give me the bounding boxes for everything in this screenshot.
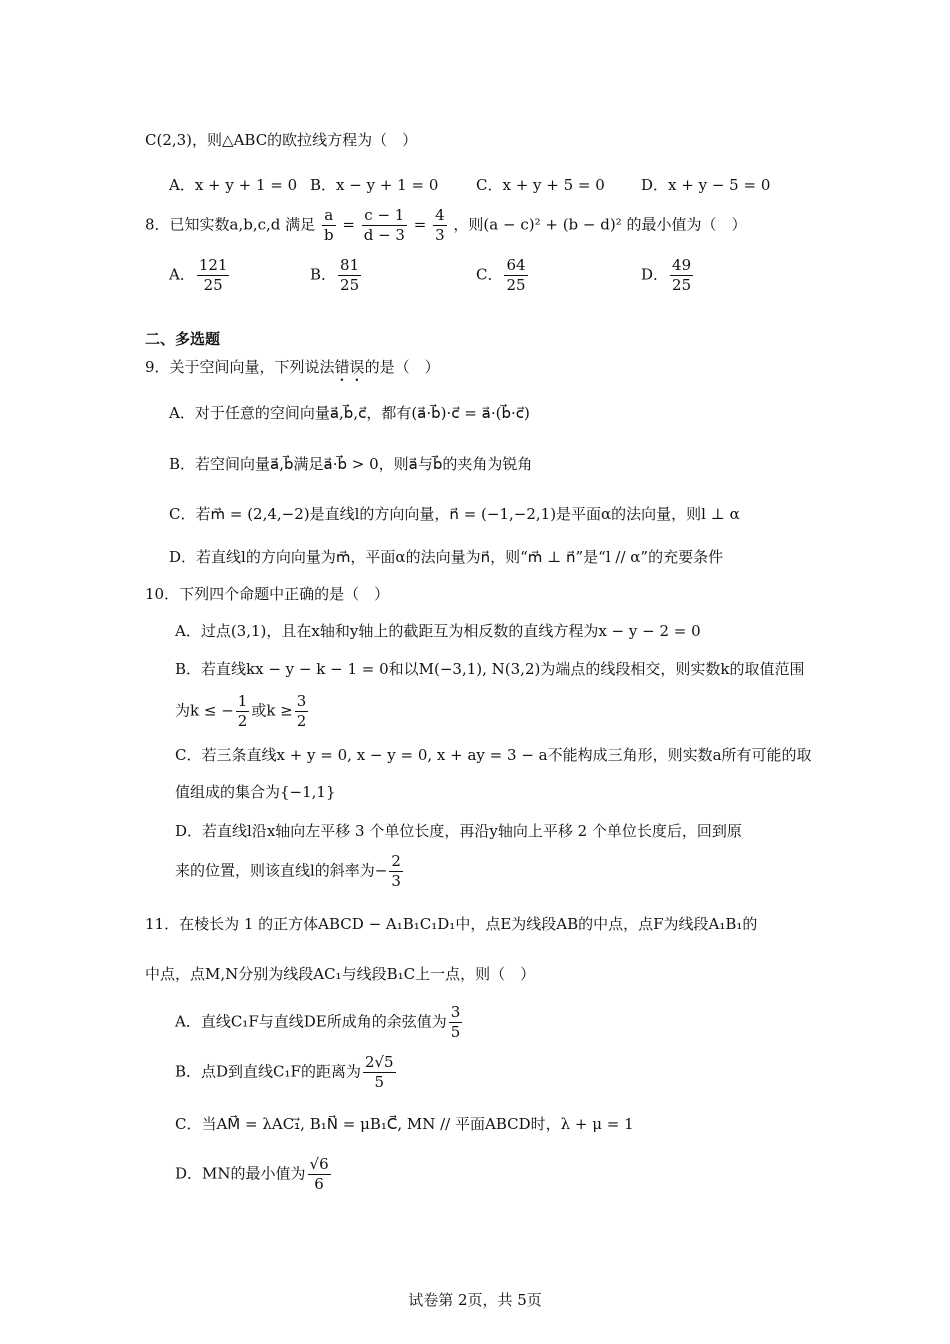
q11-option-a — [175, 1003, 464, 1042]
fraction-numerator: 3 — [450, 1003, 461, 1021]
fraction-numerator: 81 — [340, 256, 360, 274]
fraction-numerator: 2√5 — [364, 1053, 394, 1071]
q11-option-b — [175, 1053, 398, 1092]
q10-option-c-line2: 值组成的集合为{−1,1} — [175, 783, 336, 801]
q10-option-d-line2 — [175, 852, 405, 891]
q11-option-d — [175, 1155, 333, 1194]
fraction-numerator: a — [322, 206, 336, 226]
fraction-numerator: 64 — [506, 256, 526, 274]
q9-emphasis-text: 错误 — [334, 358, 365, 376]
option-fraction — [197, 256, 230, 295]
q10-option-b-line2 — [175, 692, 310, 731]
option-text: B．点D到直线C₁F的距离为 — [175, 1062, 361, 1081]
page-footer: 试卷第 2页，共 5页 — [408, 1291, 542, 1309]
fraction-denominator: 5 — [374, 1072, 385, 1091]
q9-option-d: D．若直线l的方向向量为m⃗，平面α的法向量为n⃗，则“m⃗ ⊥ n⃗”是“l // α”的充要条件 — [169, 548, 724, 566]
q8-option-c — [476, 256, 530, 295]
option-fraction — [504, 256, 527, 295]
option-fraction — [338, 256, 361, 295]
fraction-denominator: 2 — [237, 711, 248, 730]
section-heading-multiple-choice: 二、多选题 — [145, 330, 221, 348]
fraction-denominator: d − 3 — [363, 225, 405, 244]
q8-fraction-4-3 — [433, 206, 447, 245]
q8-option-b — [310, 256, 363, 295]
q11-stem-line2: 中点，点M,N分别为线段AC₁与线段B₁C上一点，则（ ） — [145, 965, 536, 983]
fraction-two-root-five-over-five — [363, 1053, 396, 1092]
q10-stem: 10．下列四个命题中正确的是（ ） — [145, 585, 390, 603]
fraction-numerator: 49 — [672, 256, 692, 274]
fraction-denominator: b — [323, 225, 334, 244]
q8-fraction-a-b — [322, 206, 336, 245]
q9-stem-post: 的是（ ） — [364, 358, 440, 376]
range-text-pre: 为k ≤ − — [175, 701, 234, 720]
option-label: C． — [476, 265, 503, 284]
q8-fraction-c-d — [362, 206, 407, 245]
option-label: A． — [169, 265, 195, 284]
q9-option-a: A．对于任意的空间向量a⃗,b⃗,c⃗，都有(a⃗·b⃗)·c⃗ = a⃗·(b⃗·c⃗) — [169, 404, 530, 422]
fraction-denominator: 25 — [203, 275, 223, 294]
q8-option-d — [641, 256, 695, 295]
q9-option-b: B．若空间向量a⃗,b⃗满足a⃗·b⃗ > 0，则a⃗与b⃗的夹角为锐角 — [169, 455, 533, 473]
fraction-denominator: 3 — [391, 871, 401, 890]
option-label: D． — [641, 265, 669, 284]
q7-option-b: B．x − y + 1 = 0 — [310, 176, 439, 194]
fraction-numerator: c − 1 — [362, 206, 407, 226]
fraction-denominator: 25 — [340, 275, 360, 294]
slope-text-pre: 来的位置，则该直线l的斜率为− — [175, 861, 388, 880]
q8-stem-pre: 8．已知实数a,b,c,d 满足 — [145, 215, 316, 234]
q7-option-d: D．x + y − 5 = 0 — [641, 176, 771, 194]
q8-stem-post: ，则(a − c)² + (b − d)² 的最小值为（ ） — [453, 215, 747, 234]
q9-stem — [145, 358, 440, 385]
fraction-numerator: 121 — [198, 256, 228, 274]
fraction-three-halves — [295, 692, 309, 731]
fraction-denominator: 6 — [314, 1174, 324, 1193]
q10-option-c-line1: C．若三条直线x + y = 0, x − y = 0, x + ay = 3 − a不能构成三角形，则实数a所有可能的取 — [175, 746, 812, 764]
fraction-numerator: 4 — [435, 206, 445, 224]
equals-sign: = — [413, 215, 427, 234]
option-label: B． — [310, 265, 337, 284]
fraction-denominator: 5 — [450, 1022, 461, 1041]
q11-option-c: C．当AM⃗ = λAC₁⃗, B₁N⃗ = μB₁C⃗, MN // 平面ABCD时，λ + μ = 1 — [175, 1115, 634, 1133]
fraction-numerator: 2 — [391, 852, 401, 870]
option-fraction — [670, 256, 693, 295]
q10-option-d-line1: D．若直线l沿x轴向左平移 3 个单位长度，再沿y轴向上平移 2 个单位长度后，回到原 — [175, 822, 742, 840]
fraction-denominator: 25 — [672, 275, 692, 294]
option-text: A．直线C₁F与直线DE所成角的余弦值为 — [175, 1012, 447, 1031]
q7-stem-continuation: C(2,3)，则△ABC的欧拉线方程为（ ） — [145, 131, 418, 149]
option-text: D．MN的最小值为 — [175, 1164, 306, 1183]
fraction-two-thirds — [389, 852, 403, 891]
q9-stem-pre: 9．关于空间向量，下列说法 — [145, 358, 335, 376]
fraction-denominator: 2 — [296, 711, 307, 730]
fraction-one-half — [236, 692, 250, 731]
q10-option-b-line1: B．若直线kx − y − k − 1 = 0和以M(−3,1), N(3,2)为端点的线段相交，则实数k的取值范围 — [175, 660, 805, 678]
fraction-root-six-over-six — [308, 1155, 331, 1194]
q8-stem — [145, 206, 747, 245]
q9-option-c: C．若m⃗ = (2,4,−2)是直线l的方向向量，n⃗ = (−1,−2,1)是平面α的法向量，则l ⊥ α — [169, 505, 740, 523]
range-text-mid: 或k ≥ — [251, 701, 293, 720]
fraction-numerator: √6 — [309, 1155, 329, 1173]
fraction-denominator: 3 — [435, 225, 445, 244]
q7-option-c: C．x + y + 5 = 0 — [476, 176, 605, 194]
fraction-denominator: 25 — [506, 275, 526, 294]
q7-option-a: A．x + y + 1 = 0 — [169, 176, 298, 194]
equals-sign: = — [342, 215, 355, 234]
fraction-numerator: 1 — [237, 692, 248, 710]
fraction-three-fifths — [449, 1003, 463, 1042]
q11-stem-line1: 11．在棱长为 1 的正方体ABCD − A₁B₁C₁D₁中，点E为线段AB的中点，点F为线段A₁B₁的 — [145, 915, 758, 933]
fraction-numerator: 3 — [296, 692, 307, 710]
q10-option-a: A．过点(3,1)，且在x轴和y轴上的截距互为相反数的直线方程为x − y − 2 = 0 — [175, 622, 701, 640]
q8-option-a — [169, 256, 231, 295]
